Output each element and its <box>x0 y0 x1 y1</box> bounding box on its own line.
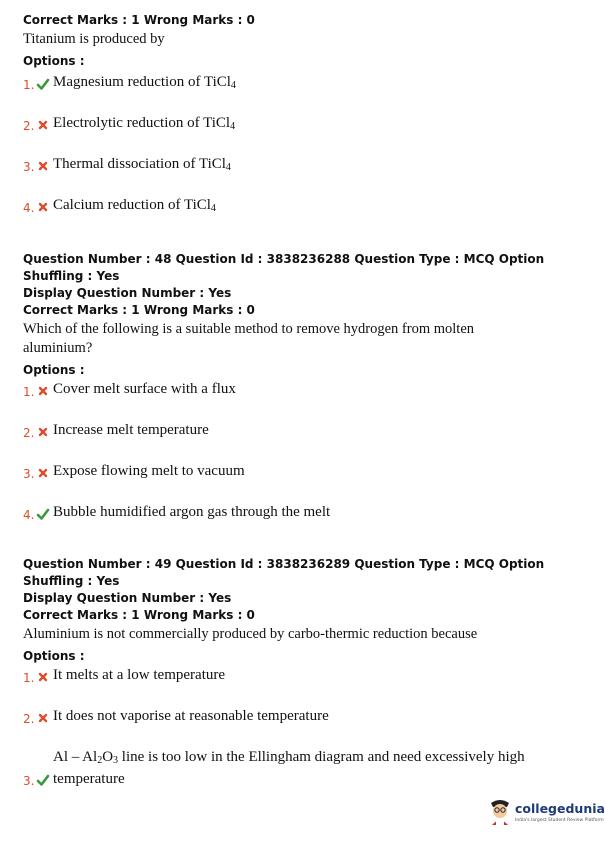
question-header: Question Number : 48 Question Id : 3838236288 Question Type : MCQ Option Shuffling : Yes <box>23 252 545 283</box>
marks-info: Correct Marks : 1 Wrong Marks : 0 <box>23 303 255 317</box>
option-number: 3. <box>23 160 35 174</box>
options-label: Options : <box>23 54 85 68</box>
question-48 <box>23 251 583 544</box>
option-2 <box>23 114 583 155</box>
cross-icon <box>36 670 50 684</box>
question-47 <box>23 12 583 237</box>
cross-icon <box>36 711 50 725</box>
option-4 <box>23 196 583 237</box>
option-3 <box>23 155 583 196</box>
collegedunia-logo <box>487 797 605 831</box>
option-3 <box>23 462 583 503</box>
option-number: 2. <box>23 426 35 440</box>
option-number: 2. <box>23 712 35 726</box>
option-3 <box>23 748 583 798</box>
option-number: 3. <box>23 467 35 481</box>
question-header: Question Number : 49 Question Id : 3838236289 Question Type : MCQ Option Shuffling : Yes <box>23 557 545 588</box>
option-text: It does not vaporise at reasonable temperature <box>53 708 329 724</box>
logo-name: collegedunia <box>515 801 605 816</box>
cross-icon <box>36 159 50 173</box>
option-number: 1. <box>23 78 35 92</box>
check-icon <box>36 773 50 787</box>
exam-page <box>23 12 583 798</box>
options-label: Options : <box>23 363 85 377</box>
cross-icon <box>36 425 50 439</box>
check-icon <box>36 507 50 521</box>
option-text: Electrolytic reduction of TiCl$_4$ <box>53 115 236 132</box>
option-1 <box>23 73 583 114</box>
option-text: Thermal dissociation of TiCl$_4$ <box>53 156 231 173</box>
option-text: Expose flowing melt to vacuum <box>53 463 245 479</box>
option-number: 3. <box>23 774 35 788</box>
cross-icon <box>36 200 50 214</box>
cross-icon <box>36 118 50 132</box>
mascot-icon <box>487 797 513 829</box>
option-number: 4. <box>23 508 35 522</box>
option-number: 2. <box>23 119 35 133</box>
cross-icon <box>36 466 50 480</box>
option-text: Bubble humidified argon gas through the melt <box>53 504 331 520</box>
marks-info: Correct Marks : 1 Wrong Marks : 0 <box>23 13 255 27</box>
option-number: 4. <box>23 201 35 215</box>
check-icon <box>36 77 50 91</box>
option-text: Al – $Al_2O_3$ line is too low in the Ellingham diagram and need excessively high temperature <box>53 749 525 787</box>
option-text: Cover melt surface with a flux <box>53 381 236 397</box>
question-49 <box>23 556 583 798</box>
option-text: Calcium reduction of TiCl$_4$ <box>53 197 216 214</box>
option-2 <box>23 707 583 748</box>
option-text: Increase melt temperature <box>53 422 209 438</box>
option-text: Magnesium reduction of TiCl$_4$ <box>53 74 236 91</box>
display-question-number: Display Question Number : Yes <box>23 591 232 605</box>
option-2 <box>23 421 583 462</box>
cross-icon <box>36 384 50 398</box>
display-question-number: Display Question Number : Yes <box>23 286 232 300</box>
options-label: Options : <box>23 649 85 663</box>
option-number: 1. <box>23 385 35 399</box>
option-text: It melts at a low temperature <box>53 667 226 683</box>
option-1 <box>23 666 583 707</box>
question-text: Which of the following is a suitable method to remove hydrogen from molten aluminium? <box>23 321 475 356</box>
option-4 <box>23 503 583 544</box>
question-text: Titanium is produced by <box>23 31 165 47</box>
marks-info: Correct Marks : 1 Wrong Marks : 0 <box>23 608 255 622</box>
option-number: 1. <box>23 671 35 685</box>
logo-tagline: India's largest Student Review Platform <box>515 818 604 823</box>
option-1 <box>23 380 583 421</box>
question-text: Aluminium is not commercially produced by carbo-thermic reduction because <box>23 626 478 642</box>
